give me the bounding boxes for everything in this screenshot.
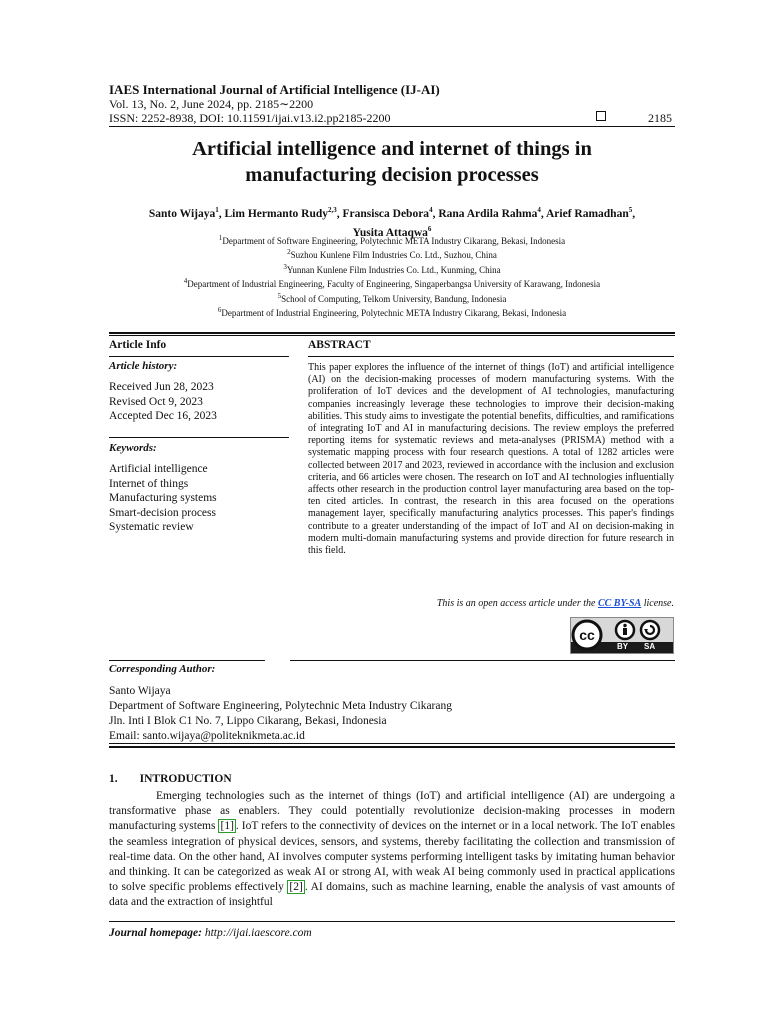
affiliation: $^6$Department of Industrial Engineering, Polytechnic META Industry Cikarang, Bekasi, Indonesia <box>217 306 567 319</box>
info-bottom-rule-2 <box>109 746 675 748</box>
affiliation: $^5$School of Computing, Telkom University, Bandung, Indonesia <box>277 291 507 304</box>
keywords-divider <box>109 437 289 438</box>
keyword: Artificial intelligence <box>109 463 208 475</box>
volume-info: Vol. 13, No. 2, June 2024, pp. 2185∼2200 <box>109 97 314 111</box>
corresponding-heading: Corresponding Author: <box>109 663 216 675</box>
info-bottom-rule <box>109 743 675 744</box>
title-line-1: Artificial intelligence and internet of things in <box>192 138 592 160</box>
citation-link[interactable]: [2] <box>289 881 303 894</box>
accepted-date: Accepted Dec 16, 2023 <box>109 410 217 422</box>
author-list: Santo Wijaya$^1$, Lim Hermanto Rudy$^{2,3}$, Fransisca Debora$^4$, Rana Ardila Rahma$^4$, Arief Ramadhan$^5$, Yusita Attaqwa$^6$ <box>148 206 636 239</box>
author: Lim Hermanto Rudy <box>224 207 328 220</box>
paper-title <box>109 136 675 188</box>
info-top-rule-2 <box>109 335 675 336</box>
corresponding-details <box>109 684 452 744</box>
keyword: Manufacturing systems <box>109 492 217 504</box>
corr-rule-right <box>290 660 675 661</box>
info-top-rule <box>109 332 675 334</box>
abstract-divider <box>308 356 674 357</box>
revised-date: Revised Oct 9, 2023 <box>109 395 203 408</box>
author-affiliation: 6 <box>427 224 432 233</box>
author: Arief Ramadhan <box>545 207 629 220</box>
svg-text:cc: cc <box>579 627 595 643</box>
license-note: This is an open access article under the CC BY-SA license. <box>436 598 674 609</box>
author-affiliation: 4 <box>429 206 433 214</box>
intro-paragraph: Emerging technologies such as the internet of things (IoT) and artificial intelligence (AI) are undergoing a transformative phase as enablers. They could potentially revolutionize decision-making processes in modern manufacturing systems [1] . IoT refers to the connectivity of devices on the internet or in a local network. The IoT enables the seamless integration of physical devices, sensors, and systems, thereby facilitating the collection and transmission of real-time data. On the other hand, AI involves computer systems performing intelligent tasks by imitating human behavior and thinking. It can be categorized as weak AI or strong AI, with weak AI being commonly used in practical applications to solve specific problems effectively [2] . AI domains, such as machine learning, enable the analysis of vast amounts of data and the extraction of insightful <box>109 790 675 909</box>
abstract-text: This paper explores the influence of the internet of things (IoT) and artificial intelligence (AI) on the decision-making processes of modern manufacturing systems. With the proliferation of IoT devices and the development of AI technologies, manufacturing companies increasingly leverage these technologies to improve their decision-making abilities. This study aims to investigate the potential benefits, difficulties, and ramifications of integrating IoT and AI in manufacturing decisions. The review employs the preferred reporting items for systematic reviews and meta-analyses (PRISMA) method with a systematic mapping process with four research questions. A total of 1282 articles were collected between 2017 and 2023, reviewed in accordance with the inclusion and exclusion criteria, and 66 articles were chosen. The research on IoT and AI technologies influentially affects other research in the production control layer manufacturing area based on the top-ten cited articles. In contrast, the research in this area focused on the operations management layer, specifically manufacturing analytics processes. This paper's findings contribute to a greater understanding of the impact of IoT and AI on decision-making in modern multi-domain manufacturing systems and provide direction for future research in this field. <box>308 362 674 557</box>
cc-license-link[interactable]: CC BY-SA <box>597 598 642 609</box>
issn-doi: ISSN: 2252-8938, DOI: 10.11591/ijai.v13.i2.pp2185-2200 <box>109 111 391 125</box>
author-affiliation: 4 <box>537 206 541 214</box>
journal-name: IAES International Journal of Artificial Intelligence (IJ-AI) <box>109 82 440 97</box>
affiliation: $^4$Department of Industrial Engineering, Faculty of Engineering, Singaperbangsa University of Karawang, Indonesia <box>183 277 601 290</box>
article-info-heading: Article Info <box>109 339 167 351</box>
square-icon <box>596 111 606 121</box>
footer-rule <box>109 921 675 922</box>
affiliation: $^1$Department of Software Engineering, Polytechnic META Industry Cikarang, Bekasi, Indonesia <box>218 234 566 246</box>
author-affiliation: 2,3 <box>328 206 337 214</box>
author: Rana Ardila Rahma <box>438 207 538 220</box>
abstract-heading: ABSTRACT <box>308 339 371 351</box>
corr-rule-left <box>109 660 265 661</box>
keywords-heading: Keywords: <box>109 442 157 454</box>
history-heading: Article history: <box>109 360 178 372</box>
journal-homepage: Journal homepage: http://ijai.iaescore.com <box>109 927 312 939</box>
affiliation: $^3$Yunnan Kunlene Film Industries Co. Ltd., Kunming, China <box>283 262 501 275</box>
corr-name: Santo Wijaya <box>109 685 171 697</box>
author-affiliation: 5 <box>628 206 633 214</box>
author: Fransisca Debora <box>342 207 430 220</box>
received-date: Received Jun 28, 2023 <box>109 381 214 393</box>
cc-by-label: BY <box>617 642 629 651</box>
affiliation-list <box>109 233 675 319</box>
author: Santo Wijaya <box>148 207 216 220</box>
history-dates <box>109 380 217 424</box>
keyword: Internet of things <box>109 477 189 490</box>
keyword-list <box>109 462 217 535</box>
corr-department: Department of Software Engineering, Polytechnic Meta Industry Cikarang <box>109 700 452 712</box>
page-number: 2185 <box>648 111 672 125</box>
keyword: Systematic review <box>109 521 194 533</box>
header-rule <box>109 126 675 127</box>
author: Yusita Attaqwa <box>352 226 428 239</box>
section-heading: 1. INTRODUCTION <box>109 773 232 785</box>
corr-email[interactable]: Email: santo.wijaya@politeknikmeta.ac.id <box>109 730 305 742</box>
keyword: Smart-decision process <box>109 506 216 519</box>
author-affiliation: 1 <box>215 206 219 214</box>
cc-by-sa-badge[interactable] <box>570 617 674 654</box>
homepage-link[interactable]: http://ijai.iaescore.com <box>204 927 312 939</box>
affiliation: $^2$Suzhou Kunlene Film Industries Co. Ltd., Suzhou, China <box>287 248 497 261</box>
corr-address: Jln. Inti I Blok C1 No. 7, Lippo Cikarang, Bekasi, Indonesia <box>109 715 387 727</box>
title-line-2: manufacturing decision processes <box>245 164 539 186</box>
citation-link[interactable]: [1] <box>220 820 234 833</box>
info-divider <box>109 356 289 357</box>
cc-sa-label: SA <box>644 642 656 651</box>
